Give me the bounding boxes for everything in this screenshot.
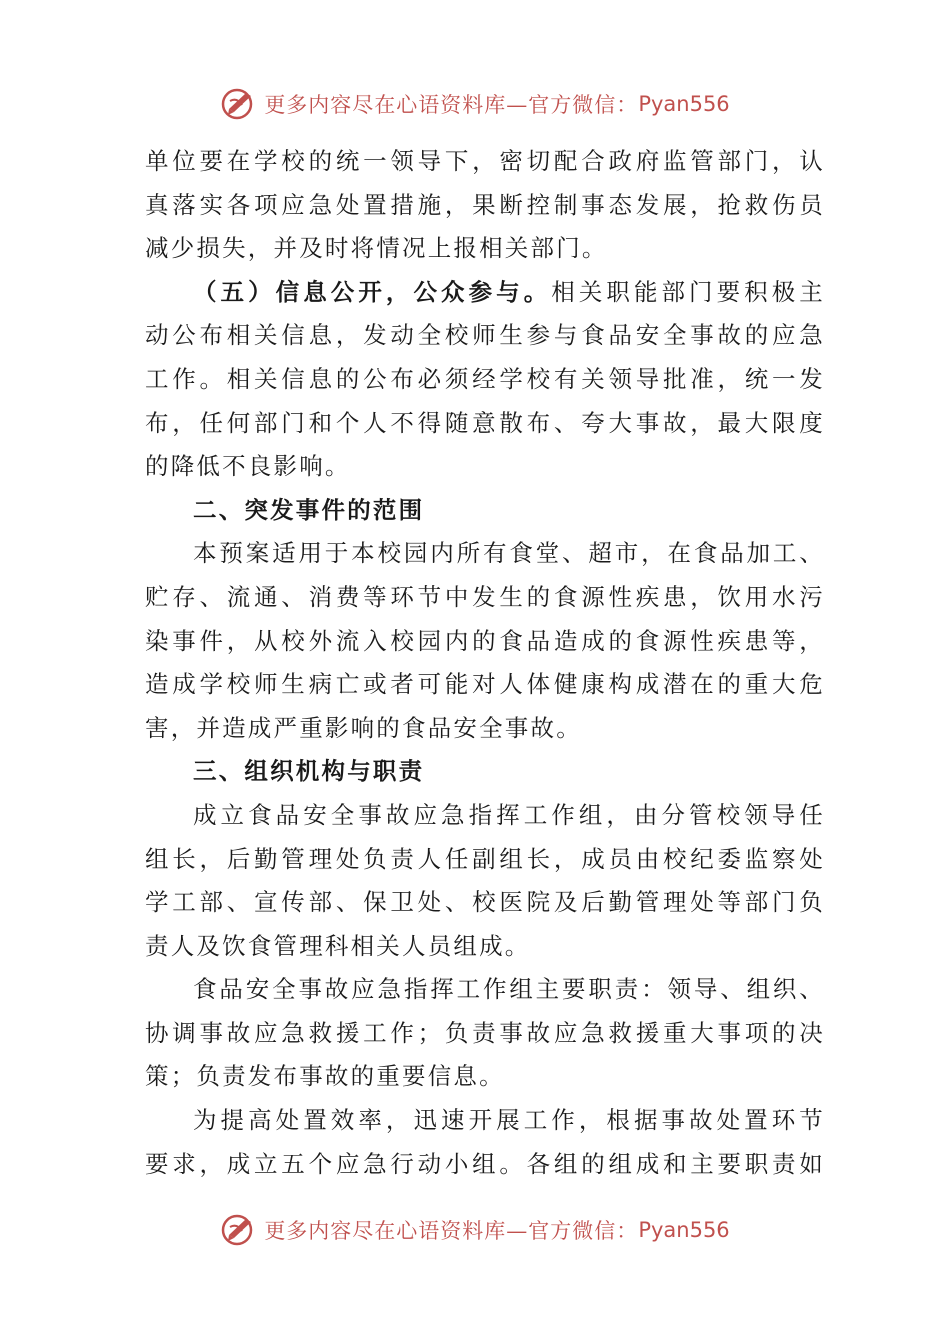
- pen-logo-icon: [220, 1213, 260, 1247]
- text-line: 学工部、宣传部、保卫处、校医院及后勤管理处等部门负: [145, 888, 825, 917]
- watermark-text: 更多内容尽在心语资料库—官方微信：: [264, 1219, 639, 1243]
- watermark-id: Pyan556: [638, 92, 730, 116]
- footer-watermark: [0, 1210, 950, 1250]
- text-line: 责人及饮食管理科相关人员组成。: [145, 931, 531, 960]
- watermark-text: 更多内容尽在心语资料库—官方微信：: [264, 93, 639, 117]
- text-line: 为提高处置效率，迅速开展工作，根据事故处置环节: [193, 1106, 825, 1135]
- section-two-heading: 二、突发事件的范围: [193, 495, 425, 524]
- text-line: 策；负责发布事故的重要信息。: [145, 1062, 505, 1091]
- text-line: 要求，成立五个应急行动小组。各组的组成和主要职责如: [145, 1149, 825, 1178]
- text-line: 相关职能部门要积极主: [551, 277, 825, 306]
- text-line: 动公布相关信息，发动全校师生参与食品安全事故的应急: [145, 321, 825, 350]
- text-line: 真落实各项应急处置措施，果断控制事态发展，抢救伤员: [145, 190, 825, 219]
- text-line: 减少损失，并及时将情况上报相关部门。: [145, 234, 608, 263]
- text-line: 贮存、流通、消费等环节中发生的食源性疾患，饮用水污: [145, 582, 825, 611]
- text-line: 工作。相关信息的公布必须经学校有关领导批准，统一发: [145, 364, 825, 393]
- document-body: [145, 140, 825, 1186]
- text-line: 害，并造成严重影响的食品安全事故。: [145, 713, 582, 742]
- pen-logo-icon: [220, 87, 260, 121]
- section-three-heading: 三、组织机构与职责: [193, 757, 425, 786]
- text-line: 的降低不良影响。: [145, 452, 351, 481]
- text-line: 单位要在学校的统一领导下，密切配合政府监管部门，认: [145, 147, 825, 175]
- text-line: 造成学校师生病亡或者可能对人体健康构成潜在的重大危: [145, 670, 825, 699]
- text-line: 协调事故应急救援工作；负责事故应急救援重大事项的决: [145, 1018, 825, 1047]
- text-line: 布，任何部门和个人不得随意散布、夸大事故，最大限度: [145, 408, 825, 437]
- section-five-line: [145, 271, 825, 315]
- text-line: 成立食品安全事故应急指挥工作组，由分管校领导任: [193, 800, 825, 829]
- text-line: 组长，后勤管理处负责人任副组长，成员由校纪委监察处: [145, 844, 825, 873]
- watermark-id: Pyan556: [638, 1218, 730, 1242]
- text-line: 食品安全事故应急指挥工作组主要职责：领导、组织、: [193, 975, 825, 1004]
- text-line: 本预案适用于本校园内所有食堂、超市，在食品加工、: [193, 539, 825, 568]
- header-watermark: [0, 84, 950, 124]
- section-five-heading: （五）信息公开，公众参与。: [193, 277, 552, 306]
- text-line: 染事件，从校外流入校园内的食品造成的食源性疾患等，: [145, 626, 825, 655]
